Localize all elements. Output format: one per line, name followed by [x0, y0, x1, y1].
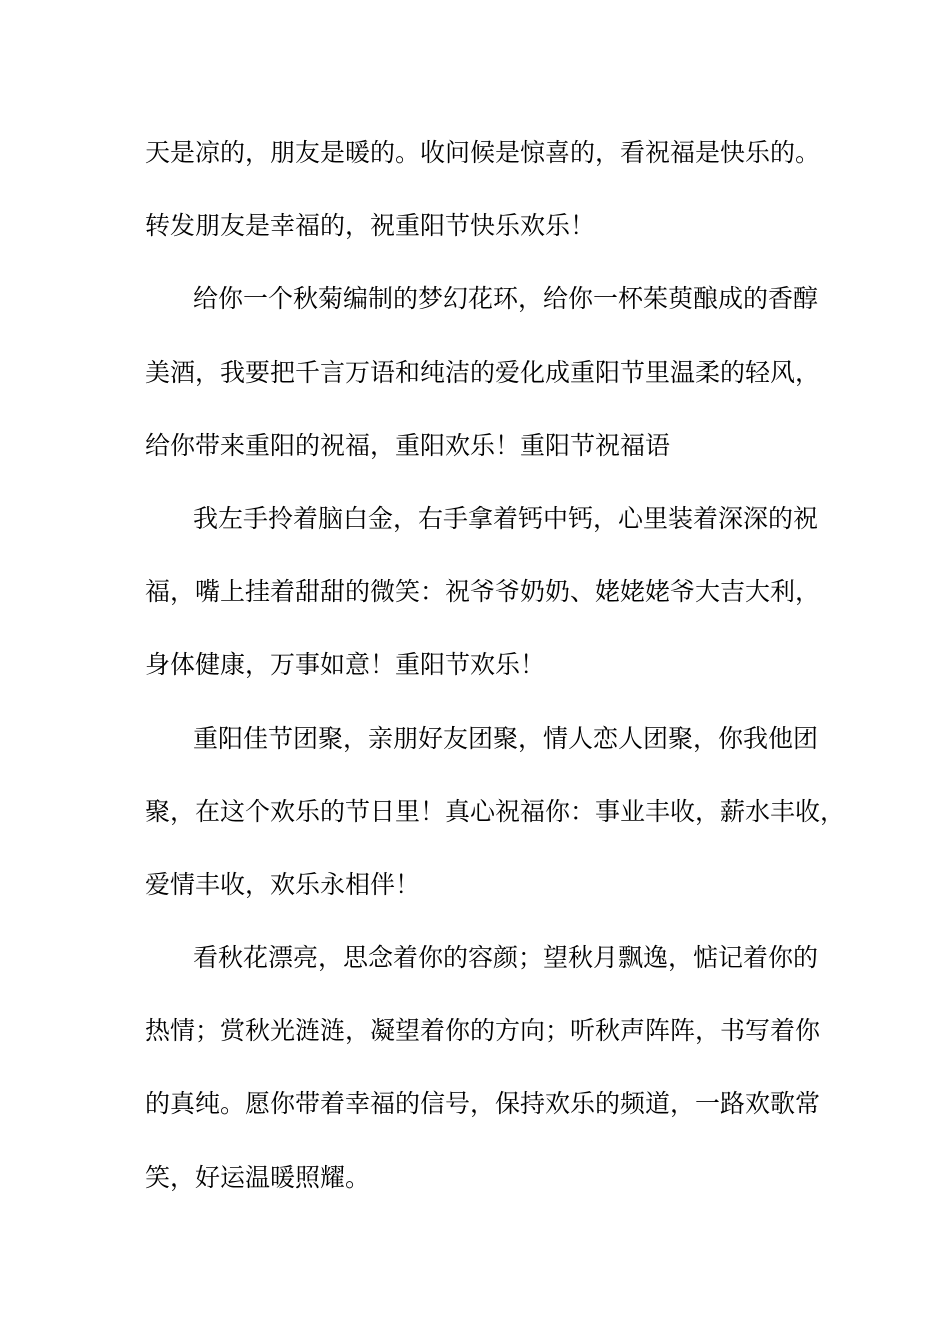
text-line: 的真纯。愿你带着幸福的信号，保持欢乐的频道，一路欢歌常: [145, 1089, 821, 1119]
paragraph-first-line: 我左手拎着脑白金，右手拿着钙中钙，心里装着深深的祝: [193, 503, 819, 533]
text-line: 聚，在这个欢乐的节日里！真心祝福你：事业丰收，薪水丰收，: [145, 796, 846, 826]
text-line: 天是凉的，朋友是暖的。收问候是惊喜的，看祝福是快乐的。: [145, 138, 821, 167]
text-line: 美酒，我要把千言万语和纯洁的爱化成重阳节里温柔的轻风，: [145, 357, 821, 387]
text-line: 福，嘴上挂着甜甜的微笑：祝爷爷奶奶、姥姥姥爷大吉大利，: [145, 577, 821, 607]
text-line: 给你带来重阳的祝福，重阳欢乐！重阳节祝福语: [145, 430, 671, 460]
document-body: [145, 128, 846, 1226]
paragraph-first-line: 看秋花漂亮，思念着你的容颜；望秋月飘逸，惦记着你的: [193, 943, 819, 973]
paragraph-first-line: 给你一个秋菊编制的梦幻花环，给你一杯茱萸酿成的香醇: [193, 284, 819, 314]
text-line: 爱情丰收，欢乐永相伴！: [145, 869, 421, 899]
text-line: 热情；赏秋光涟涟，凝望着你的方向；听秋声阵阵，书写着你: [145, 1016, 821, 1046]
paragraph-first-line: 重阳佳节团聚，亲朋好友团聚，情人恋人团聚，你我他团: [193, 723, 819, 753]
text-line: 身体健康，万事如意！重阳节欢乐！: [145, 650, 546, 680]
text-line: 笑，好运温暖照耀。: [145, 1162, 371, 1192]
text-line: 转发朋友是幸福的，祝重阳节快乐欢乐！: [145, 211, 596, 241]
